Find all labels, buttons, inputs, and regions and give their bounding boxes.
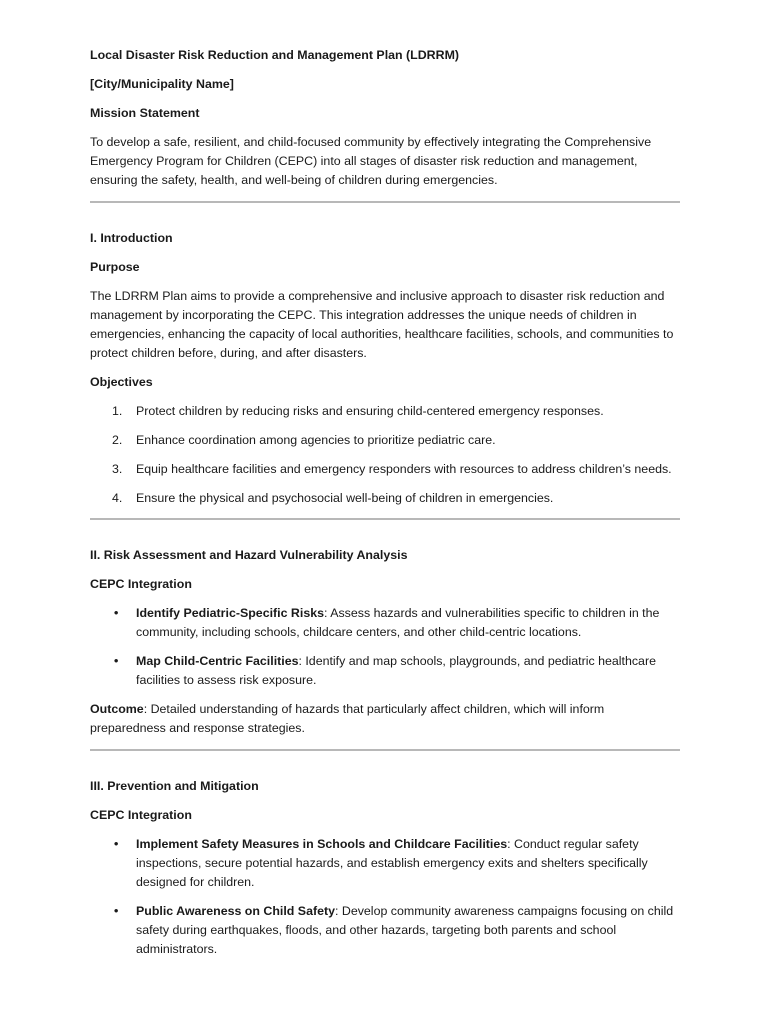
list-item-text: : Assess hazards and vulnerabilities specific to children in the community, including schools, childcare centers, and other child-centric locations. <box>136 606 660 639</box>
risk-assessment-list <box>90 604 680 690</box>
section-divider <box>90 201 680 203</box>
list-item <box>90 902 680 959</box>
list-item <box>90 402 680 421</box>
section-divider <box>90 518 680 520</box>
list-item-label: Implement Safety Measures in Schools and Childcare Facilities <box>136 837 508 851</box>
bullet-icon: • <box>114 654 119 668</box>
bullet-icon: • <box>114 606 119 620</box>
list-item-label: Public Awareness on Child Safety <box>136 904 335 918</box>
outcome-label: Outcome <box>90 702 144 716</box>
prevention-list <box>90 835 680 959</box>
document-page <box>90 46 680 969</box>
section-3-heading: III. Prevention and Mitigation <box>90 779 259 793</box>
list-item <box>90 489 680 508</box>
section-1-heading: I. Introduction <box>90 231 173 245</box>
cepc-integration-heading: CEPC Integration <box>90 808 192 822</box>
list-item <box>90 652 680 690</box>
list-number: 2. <box>112 433 123 447</box>
mission-heading: Mission Statement <box>90 106 200 120</box>
list-item-text: : Conduct regular safety inspections, secure potential hazards, and establish emergency exits and shelters specifically designed for children. <box>136 837 648 889</box>
list-number: 3. <box>112 462 123 476</box>
bullet-icon: • <box>114 904 119 918</box>
list-item-text: : Identify and map schools, playgrounds, and pediatric healthcare facilities to assess risk exposure. <box>136 654 656 687</box>
list-number: 1. <box>112 404 123 418</box>
list-item-text: Protect children by reducing risks and ensuring child-centered emergency responses. <box>136 404 604 418</box>
mission-text: To develop a safe, resilient, and child-focused community by effectively integrating the Comprehensive Emergency Program for Children (CEPC) into all stages of disaster risk reduction and management, ensuring the safety, health, and well-being of children during emergencies. <box>90 135 652 187</box>
section-2-heading: II. Risk Assessment and Hazard Vulnerability Analysis <box>90 548 408 562</box>
list-item-text: Enhance coordination among agencies to prioritize pediatric care. <box>136 433 496 447</box>
list-number: 4. <box>112 491 123 505</box>
list-item-text: : Develop community awareness campaigns focusing on child safety during earthquakes, floods, and other hazards, targeting both parents and school administrators. <box>136 904 674 956</box>
purpose-text: The LDRRM Plan aims to provide a comprehensive and inclusive approach to disaster risk reduction and management by incorporating the CEPC. This integration addresses the unique needs of children in emergencies, enhancing the capacity of local authorities, healthcare facilities, schools, and communities to protect children before, during, and after disasters. <box>90 289 674 360</box>
objectives-heading: Objectives <box>90 375 153 389</box>
outcome-text: : Detailed understanding of hazards that particularly affect children, which will inform preparedness and response strategies. <box>90 702 605 735</box>
list-item-label: Map Child-Centric Facilities <box>136 654 299 668</box>
document-subtitle: [City/Municipality Name] <box>90 77 234 91</box>
document-title: Local Disaster Risk Reduction and Management Plan (LDRRM) <box>90 48 460 62</box>
list-item <box>90 460 680 479</box>
bullet-icon: • <box>114 837 119 851</box>
objectives-list <box>90 402 680 508</box>
cepc-integration-heading: CEPC Integration <box>90 577 192 591</box>
outcome-paragraph <box>90 700 680 738</box>
list-item-text: Ensure the physical and psychosocial well-being of children in emergencies. <box>136 491 554 505</box>
purpose-heading: Purpose <box>90 260 140 274</box>
list-item <box>90 431 680 450</box>
list-item <box>90 604 680 642</box>
list-item <box>90 835 680 892</box>
section-divider <box>90 749 680 751</box>
list-item-text: Equip healthcare facilities and emergency responders with resources to address children’s needs. <box>136 462 672 476</box>
list-item-label: Identify Pediatric-Specific Risks <box>136 606 324 620</box>
